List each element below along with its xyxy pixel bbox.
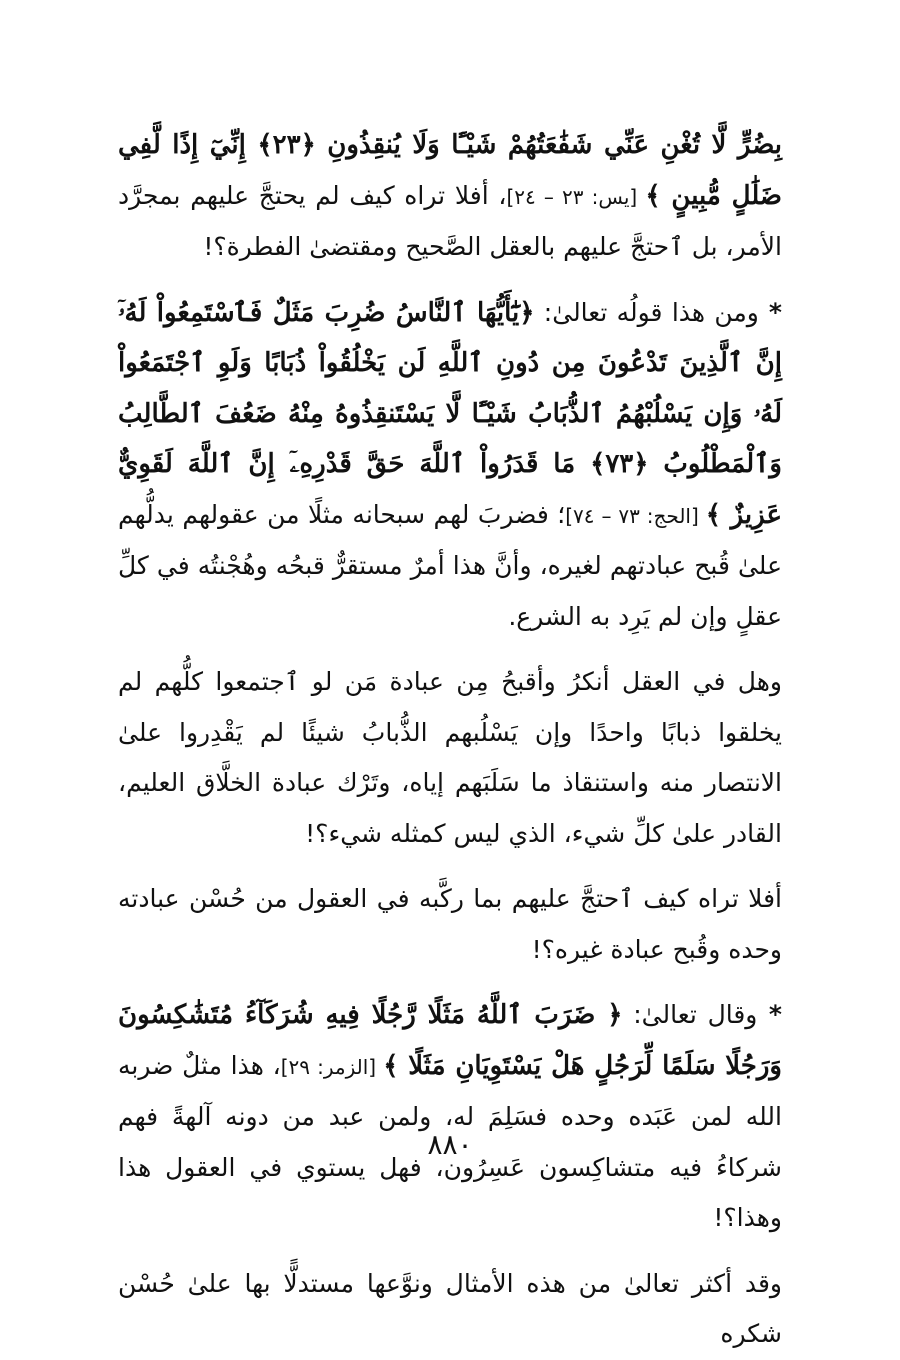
page-body [118,120,782,1360]
paragraph-6 [118,1259,782,1360]
paragraph-1 [118,120,782,273]
body-text: ومن هذا قولُه تعالىٰ: [534,297,759,327]
quran-verse: ﴿ ضَرَبَ ٱللَّهُ مَثَلًا رَّجُلًا فِيهِ شُرَكَآءُ مُتَشَٰكِسُونَ وَرَجُلًا سَلَمًا لِّرَجُلٍ هَلْ يَسْتَوِيَانِ مَثَلًا ﴾ [118,1000,782,1081]
page-number: ٨٨٠ [427,1128,473,1161]
paragraph-3 [118,657,782,859]
bullet-star: * [758,297,783,327]
paragraph-4 [118,874,782,975]
verse-reference: [الحج: ٧٣ – ٧٤] [565,503,706,528]
body-text: ؛ فضربَ لهم سبحانه مثلًا من عقولهم يدلُّهم علىٰ قُبح عبادتهم لغيره، وأنَّ هذا أمرٌ مستقرٌّ قبحُه وهُجْنتُه في كلِّ عقلٍ وإن لم يَرِد به الشرع. [118,499,782,631]
quran-verse: بِضُرٍّ لَّا تُغْنِ عَنِّي شَفَٰعَتُهُمْ شَيْـًٔا وَلَا يُنقِذُونِ ﴿٢٣﴾ إِنِّيٓ إِذًا لَّفِي ضَلَٰلٍ مُّبِينٍ ﴾ [118,130,783,211]
body-text: وهل في العقل أنكرُ وأقبحُ مِن عبادة مَن لو ٱجتمعوا كلُّهم لم يخلقوا ذبابًا واحدًا وإن يَسْلُبهم الذُّبابُ شيئًا لم يَقْدِروا علىٰ الانتصار منه واستنقاذ ما سَلَبَهم إياه، وتَرْك عبادة الخلَّاق العليم، القادر علىٰ كلِّ شيء، الذي ليس كمثله شيء؟! [118,667,782,848]
body-text: ، أفلا تراه كيف لم يحتجَّ عليهم بمجرَّد الأمر، بل ٱحتجَّ عليهم بالعقل الصَّحيح ومقتضىٰ الفطرة؟! [118,180,782,261]
bullet-star: * [757,1000,782,1029]
verse-reference: [الزمر: ٢٩] [280,1054,384,1079]
body-text: وقال تعالىٰ: [622,1000,758,1029]
paragraph-2 [118,288,782,643]
paragraph-5 [118,990,782,1244]
body-text: أفلا تراه كيف ٱحتجَّ عليهم بما ركَّبه في العقول من حُسْن عبادته وحده وقُبح عبادة غيره؟! [118,884,782,964]
body-text: ، هذا مثلٌ ضربه الله لمن عَبَده وحده فسَلِمَ له، ولمن عبد من دونه آلهةً فهم شركاءُ فيه متشاكِسون عَسِرُون، فهل يستوي في العقول هذا وهذا؟! [118,1050,782,1232]
body-text: وقد أكثر تعالىٰ من هذه الأمثال ونوَّعها مستدلًّا بها علىٰ حُسْن شكره [118,1268,782,1348]
quran-verse: ﴿يَٰٓأَيُّهَا ٱلنَّاسُ ضُرِبَ مَثَلٌ فَٱسْتَمِعُواْ لَهُۥٓ إِنَّ ٱلَّذِينَ تَدْعُونَ مِن دُونِ ٱللَّهِ لَن يَخْلُقُواْ ذُبَابًا وَلَوِ ٱجْتَمَعُواْ لَهُۥ وَإِن يَسْلُبْهُمُ ٱلذُّبَابُ شَيْـًٔا لَّا يَسْتَنقِذُوهُ مِنْهُ ضَعُفَ ٱلطَّالِبُ وَٱلْمَطْلُوبُ ﴿٧٣﴾ مَا قَدَرُواْ ٱللَّهَ حَقَّ قَدْرِهِۦٓ إِنَّ ٱللَّهَ لَقَوِيٌّ عَزِيزٌ ﴾ [118,297,783,530]
verse-reference: [يس: ٢٣ – ٢٤] [506,184,646,209]
